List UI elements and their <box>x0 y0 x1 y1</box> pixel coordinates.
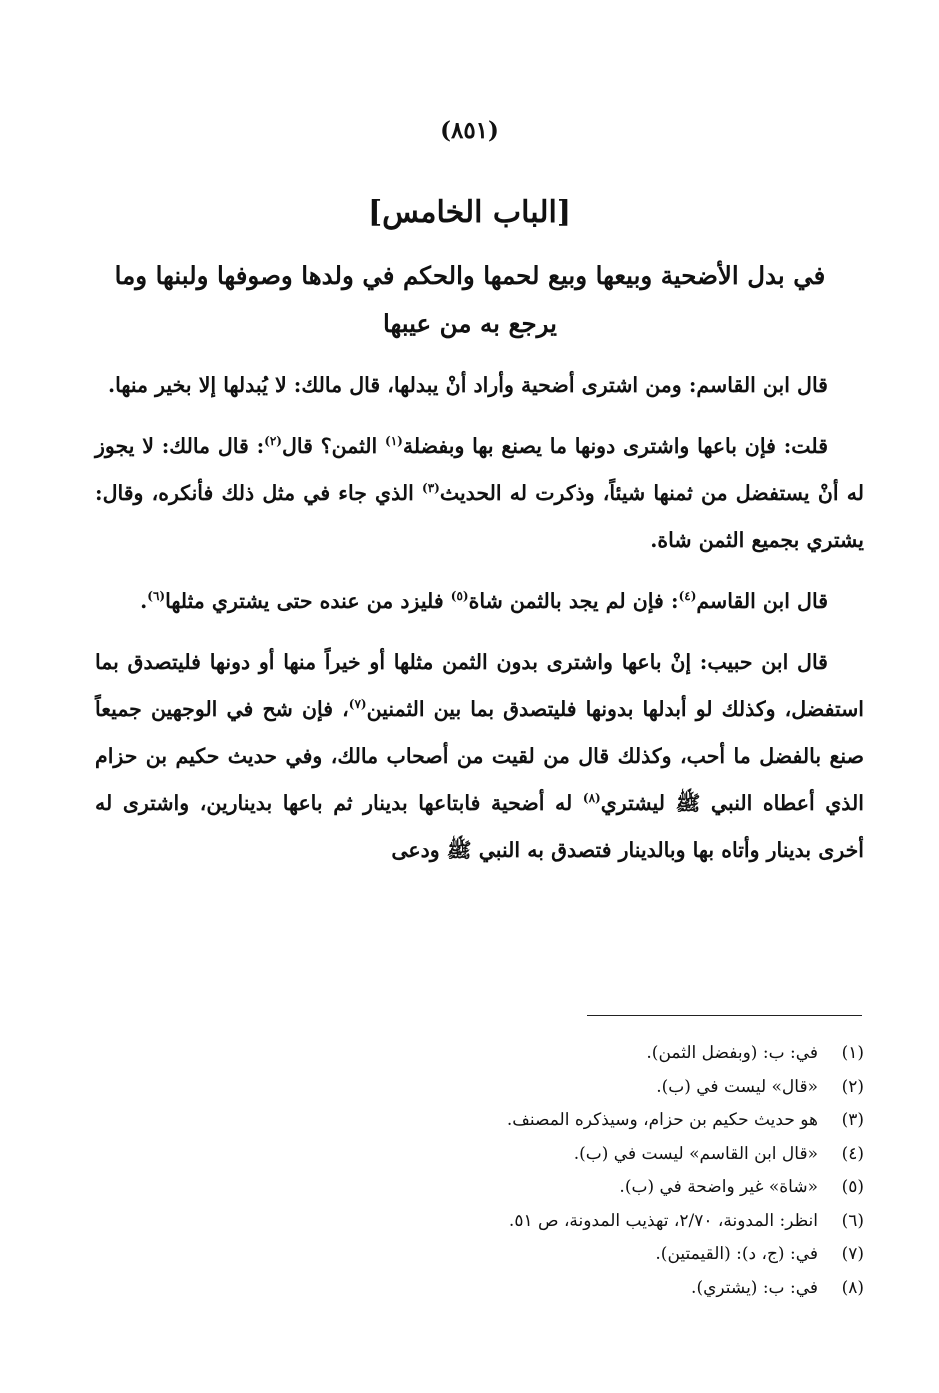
footnote-ref: (٤) <box>678 589 697 604</box>
chapter-title: [الباب الخامس] <box>367 195 572 230</box>
paragraph-text: : قال مالك: لا يجوز له أنْ يستفضل من ثمنها شيئاً، وذكرت له الحديث <box>95 434 864 505</box>
paragraph <box>95 423 864 564</box>
paragraph-text: قال ابن حبيب: إنْ باعها واشترى بدون الثمن مثلها أو خيراً منها أو دونها فليتصدق بما استفضل، وكذلك لو أبدلها بدونها فليتصدق بما بين الثمنين <box>95 650 865 721</box>
footnote-ref: (٦) <box>147 589 166 604</box>
paragraph-text: قال ابن القاسم <box>696 589 828 613</box>
footnote-text: في: ب: (يشتري). <box>691 1277 818 1298</box>
paragraph <box>95 639 864 874</box>
paragraph-text: الذي جاء في مثل ذلك فأنكره، وقال: يشتري بجميع الثمن شاة. <box>95 481 864 552</box>
paragraph-text: ، فإن شح في الوجهين جميعاً صنع بالفضل ما أحب، وكذلك قال من لقيت من أصحاب مالك، وفي حديث حكيم بن حزام الذي أعطاه النبي ﷺ ليشتري <box>95 697 864 815</box>
footnote-number: (٣) <box>841 1110 864 1130</box>
footnote <box>304 1205 864 1239</box>
chapter-subtitle: في بدل الأضحية وبيعها وبيع لحمها والحكم في ولدها وصوفها ولبنها وما يرجع به من عيبها <box>114 261 826 338</box>
paragraph-text: قال ابن القاسم: ومن اشترى أضحية وأراد أنْ يبدلها، قال مالك: لا يُبدلها إلا بخير منها. <box>107 373 828 397</box>
paragraph-text: : فإن لم يجد بالثمن شاة <box>468 589 679 613</box>
footnote-text: «قال ابن القاسم» ليست في (ب). <box>573 1143 818 1164</box>
footnote-ref: (٨) <box>582 791 601 806</box>
footnote-text: «شاة» غير واضحة في (ب). <box>619 1177 818 1197</box>
footnote-text: انظر: المدونة، ٢/٧٠، تهذيب المدونة، ص ٥١. <box>508 1210 818 1231</box>
paragraph-text: . <box>140 589 148 613</box>
footnote-number: (١) <box>841 1043 864 1063</box>
footnote-number: (٢) <box>841 1076 864 1097</box>
footnote <box>304 1272 864 1306</box>
footnote <box>304 1104 864 1138</box>
paragraph <box>95 578 864 625</box>
footnote-separator <box>587 1015 862 1016</box>
footnote <box>304 1037 864 1071</box>
footnote-text: في: (ج، د): (القيمتين). <box>655 1244 818 1264</box>
paragraph <box>95 362 864 409</box>
footnote-text: هو حديث حكيم بن حزام، وسيذكره المصنف. <box>506 1110 818 1130</box>
paragraph-text: قلت: فإن باعها واشترى دونها ما يصنع بها وبفضلة <box>402 434 828 458</box>
footnote-ref: (٢) <box>264 434 282 449</box>
main-text <box>95 362 864 888</box>
footnote-number: (٤) <box>841 1143 864 1164</box>
footnote <box>304 1071 864 1105</box>
footnote-ref: (٣) <box>422 481 440 496</box>
footnotes <box>304 1037 864 1305</box>
footnote-ref: (١) <box>385 434 403 449</box>
footnote-number: (٧) <box>841 1244 864 1264</box>
footnote-number: (٨) <box>841 1277 864 1298</box>
footnote-number: (٥) <box>841 1177 864 1197</box>
footnote-ref: (٥) <box>450 589 469 604</box>
footnote <box>304 1138 864 1172</box>
footnote <box>304 1171 864 1205</box>
footnote-text: في: ب: (وبفضل الثمن). <box>646 1043 818 1063</box>
paragraph-text: له أضحية فابتاعها بدينار ثم باعها بدينارين، واشترى له أخرى بدينار وأتاه بها وبالدينار فتصدق به النبي ﷺ ودعى <box>95 791 864 862</box>
paragraph-text: الثمن؟ قال <box>281 434 385 458</box>
footnote-ref: (٧) <box>348 697 367 712</box>
page-number: (٨٥١) <box>440 117 499 144</box>
footnote <box>304 1238 864 1272</box>
footnote-number: (٦) <box>841 1210 864 1231</box>
footnote-text: «قال» ليست في (ب). <box>656 1076 818 1097</box>
paragraph-text: فليزد من عنده حتى يشتري مثلها <box>165 589 451 613</box>
